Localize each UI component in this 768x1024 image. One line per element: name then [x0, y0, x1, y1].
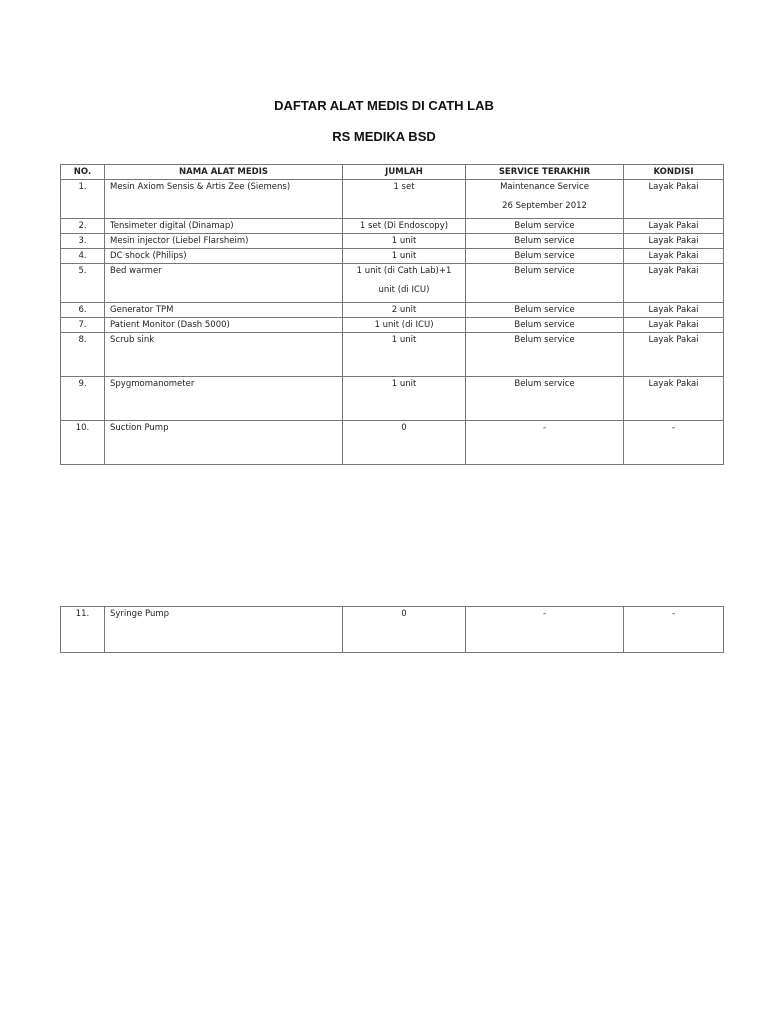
cell-service: Belum service [466, 333, 624, 377]
table-row [61, 318, 724, 333]
cell-no: 5. [61, 264, 105, 303]
cell-kondisi: Layak Pakai [624, 234, 724, 249]
cell-service: - [466, 607, 624, 653]
cell-no: 3. [61, 234, 105, 249]
cell-no: 4. [61, 249, 105, 264]
table-row [61, 421, 724, 465]
cell-nama: Syringe Pump [105, 607, 343, 653]
cell-jumlah: 1 set (Di Endoscopy) [343, 219, 466, 234]
table-row [61, 377, 724, 421]
cell-nama: Spygmomanometer [105, 377, 343, 421]
header-service-terakhir: SERVICE TERAKHIR [466, 165, 624, 180]
cell-service: Belum service [466, 264, 624, 303]
table-row [61, 333, 724, 377]
cell-kondisi: Layak Pakai [624, 249, 724, 264]
equipment-table-continued [60, 606, 724, 653]
cell-kondisi: Layak Pakai [624, 377, 724, 421]
cell-kondisi: Layak Pakai [624, 333, 724, 377]
header-kondisi: KONDISI [624, 165, 724, 180]
header-nama-alat-medis: NAMA ALAT MEDIS [105, 165, 343, 180]
cell-service: Belum service [466, 219, 624, 234]
cell-service: Belum service [466, 249, 624, 264]
cell-jumlah: 1 unit [343, 333, 466, 377]
cell-service: - [466, 421, 624, 465]
cell-kondisi: Layak Pakai [624, 303, 724, 318]
cell-no: 6. [61, 303, 105, 318]
cell-nama: Mesin Axiom Sensis & Artis Zee (Siemens) [105, 180, 343, 219]
table-row [61, 249, 724, 264]
cell-no: 7. [61, 318, 105, 333]
cell-service-line-1: Maintenance Service [500, 182, 589, 192]
cell-kondisi: - [624, 421, 724, 465]
cell-service: Belum service [466, 377, 624, 421]
cell-nama: Mesin injector (Liebel Flarsheim) [105, 234, 343, 249]
cell-no: 11. [61, 607, 105, 653]
table-row [61, 607, 724, 653]
cell-jumlah: 1 unit [343, 234, 466, 249]
cell-jumlah [343, 264, 466, 303]
cell-jumlah: 1 unit (di ICU) [343, 318, 466, 333]
cell-kondisi: Layak Pakai [624, 264, 724, 303]
cell-jumlah: 1 unit [343, 377, 466, 421]
table-row [61, 219, 724, 234]
cell-nama: Bed warmer [105, 264, 343, 303]
cell-nama: Generator TPM [105, 303, 343, 318]
cell-kondisi: Layak Pakai [624, 318, 724, 333]
cell-kondisi: - [624, 607, 724, 653]
equipment-table [60, 164, 724, 465]
table-row [61, 303, 724, 318]
document-subtitle: RS MEDIKA BSD [332, 129, 436, 144]
cell-jumlah-line-2: unit (di ICU) [378, 285, 430, 295]
cell-jumlah-line-1: 1 unit (di Cath Lab)+1 [356, 266, 452, 276]
table-row [61, 234, 724, 249]
cell-service: Belum service [466, 234, 624, 249]
cell-no: 1. [61, 180, 105, 219]
table-header-row [61, 165, 724, 180]
cell-service [466, 180, 624, 219]
cell-jumlah: 0 [343, 421, 466, 465]
document-title: DAFTAR ALAT MEDIS DI CATH LAB [274, 98, 494, 113]
cell-service-line-2: 26 September 2012 [502, 201, 587, 211]
cell-kondisi: Layak Pakai [624, 180, 724, 219]
cell-nama: Tensimeter digital (Dinamap) [105, 219, 343, 234]
cell-nama: Patient Monitor (Dash 5000) [105, 318, 343, 333]
cell-jumlah: 1 unit [343, 249, 466, 264]
cell-no: 2. [61, 219, 105, 234]
cell-nama: DC shock (Philips) [105, 249, 343, 264]
table-row [61, 180, 724, 219]
table-row [61, 264, 724, 303]
cell-nama: Scrub sink [105, 333, 343, 377]
cell-kondisi: Layak Pakai [624, 219, 724, 234]
cell-no: 8. [61, 333, 105, 377]
cell-service: Belum service [466, 318, 624, 333]
cell-nama: Suction Pump [105, 421, 343, 465]
cell-jumlah: 2 unit [343, 303, 466, 318]
cell-jumlah: 0 [343, 607, 466, 653]
cell-no: 9. [61, 377, 105, 421]
header-no: NO. [61, 165, 105, 180]
cell-jumlah: 1 set [343, 180, 466, 219]
header-jumlah: JUMLAH [343, 165, 466, 180]
cell-no: 10. [61, 421, 105, 465]
cell-service: Belum service [466, 303, 624, 318]
